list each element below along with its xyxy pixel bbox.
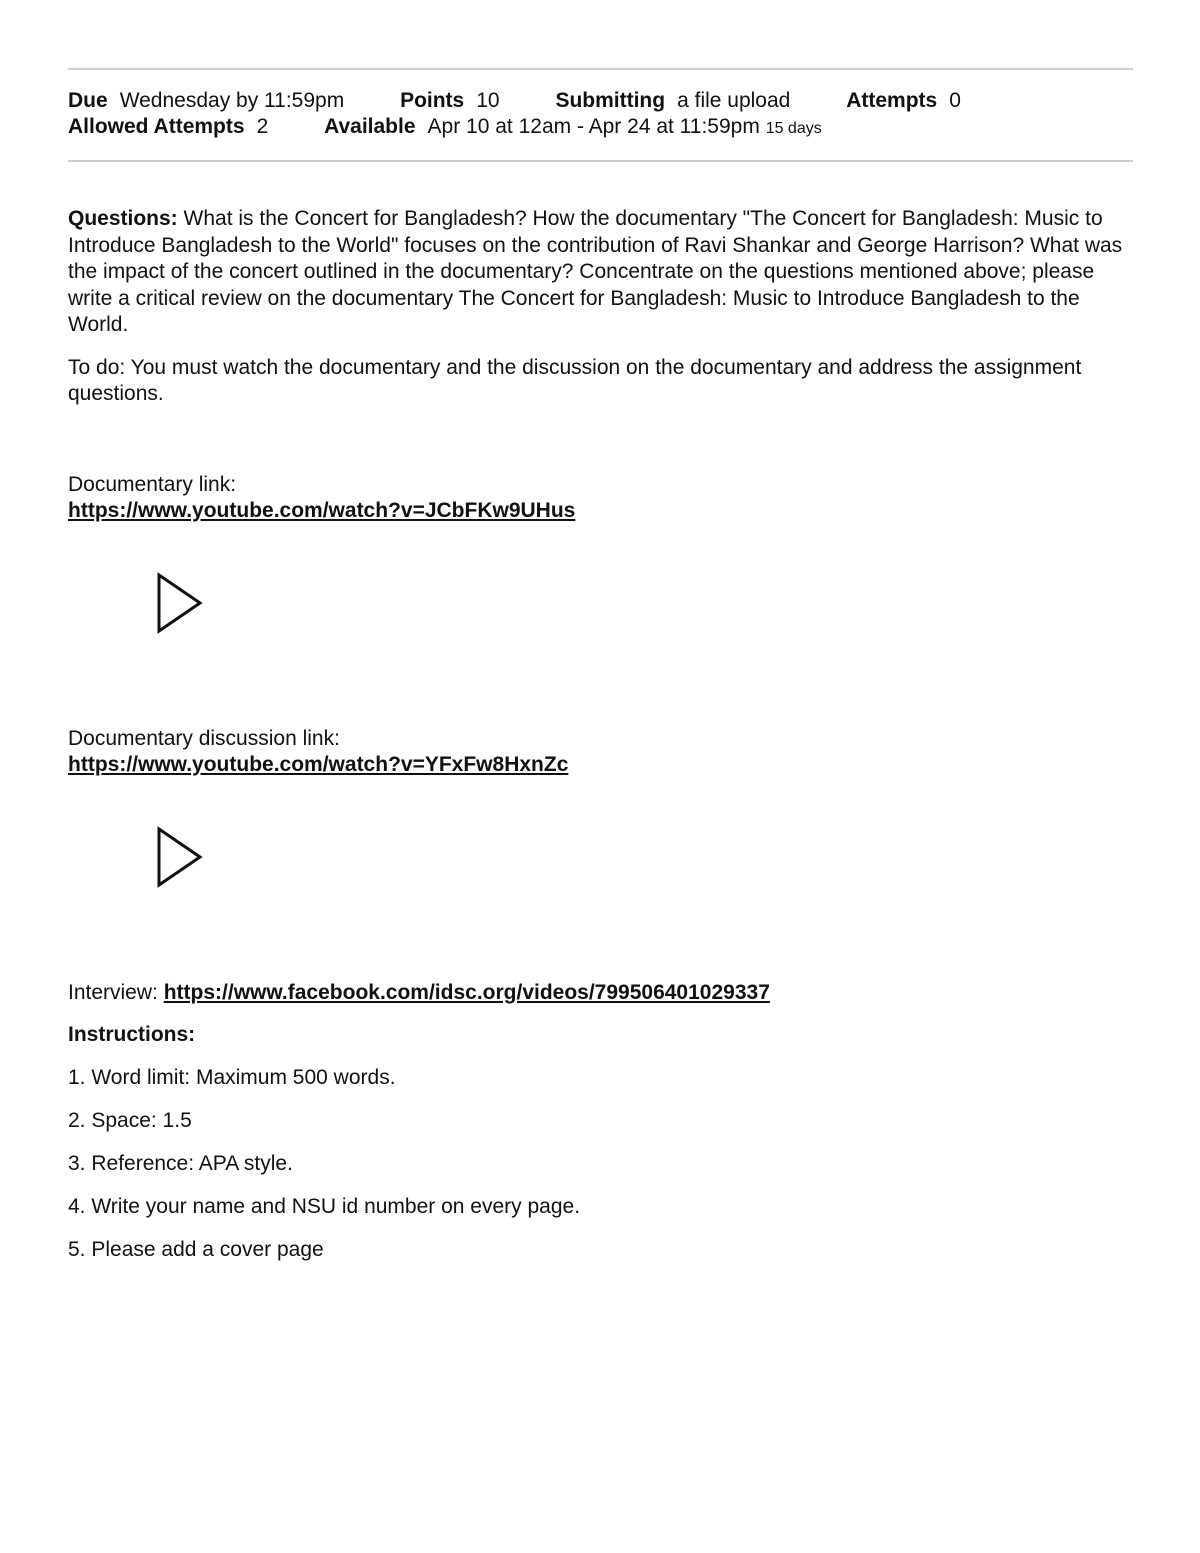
assignment-details <box>68 70 1133 160</box>
instructions-title: Instructions: <box>68 1022 196 1046</box>
instructions-list <box>68 1065 1133 1263</box>
instruction-item: 1. Word limit: Maximum 500 words. <box>68 1065 396 1089</box>
submitting-value: a file upload <box>677 89 791 112</box>
play-icon[interactable] <box>156 572 204 634</box>
questions-paragraph <box>68 206 1133 339</box>
documentary-label: Documentary link: <box>68 472 237 496</box>
interview-line <box>68 980 1133 1006</box>
points-value: 10 <box>476 89 500 112</box>
play-icon[interactable] <box>156 826 204 888</box>
available-label: Available <box>324 115 416 138</box>
assignment-page <box>68 68 1133 1263</box>
details-row-1 <box>68 88 1133 114</box>
available-value: Apr 10 at 12am - Apr 24 at 11:59pm <box>427 115 760 138</box>
documentary-section <box>68 472 1133 634</box>
instruction-item: 5. Please add a cover page <box>68 1237 324 1261</box>
interview-label: Interview: <box>68 980 158 1004</box>
discussion-label: Documentary discussion link: <box>68 726 340 750</box>
due-value: Wednesday by 11:59pm <box>119 89 345 112</box>
questions-label: Questions: <box>68 207 178 230</box>
discussion-section <box>68 726 1133 888</box>
attempts-label: Attempts <box>846 89 938 112</box>
documentary-link[interactable]: https://www.youtube.com/watch?v=JCbFKw9UHus <box>68 498 576 522</box>
submitting-label: Submitting <box>555 89 666 112</box>
discussion-link[interactable]: https://www.youtube.com/watch?v=YFxFw8HxnZc <box>68 752 569 776</box>
interview-link[interactable]: https://www.facebook.com/idsc.org/videos/799506401029337 <box>163 980 770 1004</box>
attempts-value: 0 <box>949 89 961 112</box>
questions-text: What is the Concert for Bangladesh? How the documentary "The Concert for Bangladesh: Music to Introduce Bangladesh to the World" focuses on the contribution of Ravi Shankar and George Harrison? What was the impact of the concert outlined in the documentary? Concentrate on the questions mentioned above; please write a critical review on the documentary The Concert for Bangladesh: Music to Introduce Bangladesh to the World. <box>68 207 1123 336</box>
instruction-item: 4. Write your name and NSU id number on every page. <box>68 1194 581 1218</box>
due-label: Due <box>68 89 108 112</box>
allowed-attempts-label: Allowed Attempts <box>68 115 245 138</box>
allowed-attempts-value: 2 <box>256 115 269 138</box>
details-row-2 <box>68 114 1133 142</box>
instruction-item: 2. Space: 1.5 <box>68 1108 192 1132</box>
bottom-divider <box>68 160 1133 162</box>
available-duration: 15 days <box>765 120 822 137</box>
instruction-item: 3. Reference: APA style. <box>68 1151 293 1175</box>
points-label: Points <box>400 89 465 112</box>
todo-paragraph: To do: You must watch the documentary and the discussion on the documentary and address the assignment questions. <box>68 355 1082 405</box>
